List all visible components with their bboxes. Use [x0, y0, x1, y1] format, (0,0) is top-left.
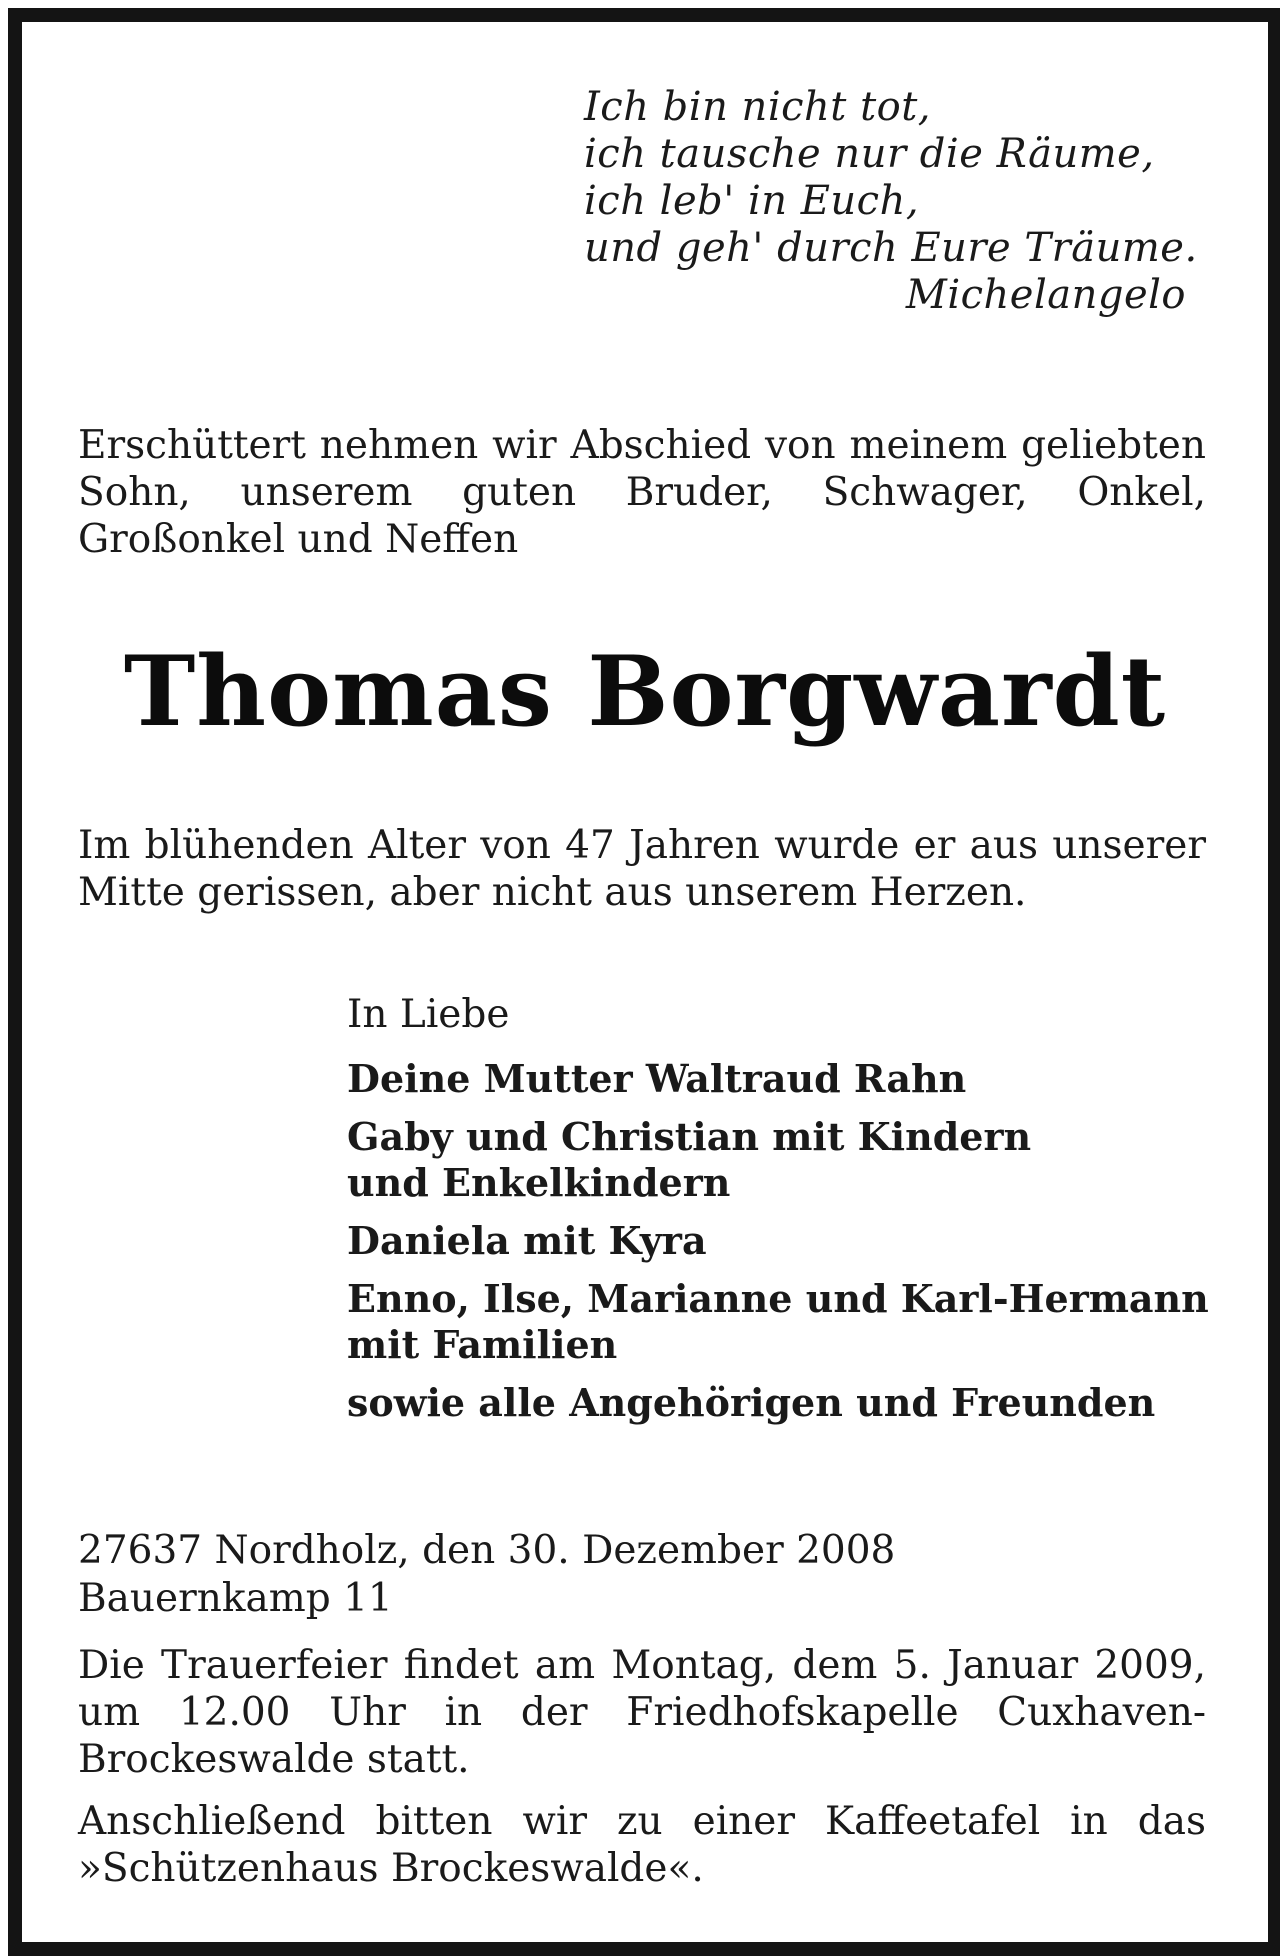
poem-line: ich tausche nur die Räume, — [584, 131, 1155, 177]
poem-line: ich leb' in Euch, — [584, 178, 920, 224]
family-heading: In Liebe — [347, 992, 510, 1037]
family-member: Enno, Ilse, Marianne und Karl-Hermann mit Familien — [347, 1276, 1209, 1367]
obituary-content — [22, 22, 1268, 1942]
ceremony-paragraph: Die Trauerfeier findet am Montag, dem 5. Januar 2009, um 12.00 Uhr in der Friedhofskapelle Cuxhaven-Brockeswalde statt. — [78, 1643, 1206, 1782]
obituary-frame — [8, 8, 1280, 1956]
poem-line: und geh' durch Eure Träume. — [584, 225, 1198, 271]
intro-paragraph: Erschüttert nehmen wir Abschied von meinem geliebten Sohn, unserem guten Bruder, Schwager, Onkel, Großonkel und Neffen — [78, 423, 1206, 562]
coffee-paragraph: Anschließend bitten wir zu einer Kaffeetafel in das »Schützenhaus Brockeswalde«. — [78, 1799, 1206, 1891]
family-signatures — [347, 992, 1227, 1438]
address-street-line: Bauernkamp 11 — [78, 1576, 393, 1621]
family-member: sowie alle Angehörigen und Freunden — [347, 1380, 1156, 1425]
family-member: Daniela mit Kyra — [347, 1218, 707, 1263]
deceased-name: Thomas Borgwardt — [123, 635, 1167, 748]
address-date-line: 27637 Nordholz, den 30. Dezember 2008 — [78, 1528, 896, 1573]
family-member: Deine Mutter Waltraud Rahn — [347, 1056, 967, 1101]
poem-line: Ich bin nicht tot, — [584, 84, 932, 130]
age-paragraph: Im blühenden Alter von 47 Jahren wurde er aus unserer Mitte gerissen, aber nicht aus unserem Herzen. — [78, 823, 1206, 915]
poem-quote — [584, 84, 1224, 319]
family-member: Gaby und Christian mit Kindern und Enkelkindern — [347, 1114, 1032, 1205]
poem-author: Michelangelo — [905, 272, 1186, 318]
address-block — [78, 1527, 1206, 1623]
